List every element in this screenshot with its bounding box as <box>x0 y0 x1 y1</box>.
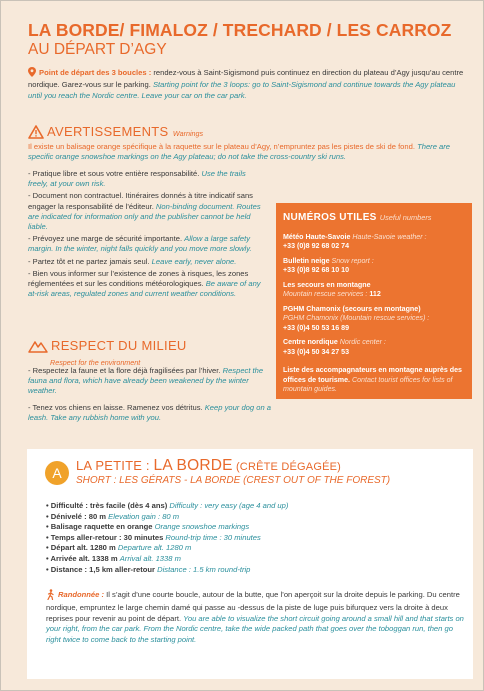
warning-en: Non-binding document. Routes are indicated for information only and the publisher cannot be held liable. <box>28 201 261 232</box>
number-label-en: PGHM Chamonix (Mountain rescue services) : <box>283 314 430 323</box>
list-item <box>46 512 466 523</box>
respect-heading <box>28 337 268 367</box>
warning-en: Be aware of any at-risk areas, regulated zones and current weather conditions. <box>28 279 261 299</box>
fact-en: Difficulty : very easy (age 4 and up) <box>169 501 289 510</box>
useful-numbers-title-en: Useful numbers <box>379 213 432 222</box>
number-label: PGHM Chamonix (secours en montagne) <box>283 305 421 313</box>
respect-fr: - Respectez la faune et la flore déjà fragilisées par l’hiver. <box>28 366 223 375</box>
list-item <box>283 338 467 357</box>
fact-fr: • Temps aller-retour : 30 minutes <box>46 532 166 542</box>
route-description <box>46 589 468 645</box>
number-label: Centre nordique <box>283 338 338 347</box>
list-item <box>283 257 467 276</box>
list-item <box>28 234 268 254</box>
route-title <box>76 457 341 475</box>
route-title-paren: (CRÊTE DÉGAGÉE) <box>232 461 342 473</box>
title-line-2: AU DÉPART D’AGY <box>28 41 167 58</box>
fact-en: Departure alt. 1280 m <box>117 543 192 553</box>
fact-en: Round-trip time : 30 minutes <box>165 532 261 542</box>
list-item <box>28 169 268 189</box>
list-item <box>28 257 268 267</box>
warnings-intro <box>28 142 472 162</box>
fact-fr: • Balisage raquette en orange <box>46 522 155 532</box>
number-label-en: Haute-Savoie weather : <box>350 233 427 241</box>
list-item <box>46 543 466 554</box>
starting-point-text-fr: rendez-vous à Saint-Sigismond puis continuez en direction du plateau d’Agy jusqu’au centre nordique. Garez-vous sur le parking. <box>28 68 464 90</box>
list-item <box>46 522 466 533</box>
respect-list <box>28 366 272 429</box>
map-pin-icon <box>28 67 36 80</box>
list-item <box>46 533 466 544</box>
fact-fr: • Distance : 1,5 km aller-retour <box>46 564 158 574</box>
warning-fr: - Pratique libre et sous votre entière responsabilité. <box>28 169 202 178</box>
hiker-icon <box>46 589 55 603</box>
warnings-list <box>28 169 268 301</box>
fact-fr: • Dénivelé : 80 m <box>46 511 109 521</box>
respect-title: RESPECT DU MILIEU <box>51 338 187 353</box>
useful-numbers-box <box>276 203 472 399</box>
phone-number: +33 (0)8 92 68 10 10 <box>283 266 350 275</box>
mountain-icon <box>28 339 48 358</box>
list-item <box>46 565 466 576</box>
list-item <box>28 191 268 232</box>
guides-note-fr: Liste des accompagnateurs en montagne auprès des offices de tourisme. <box>283 366 462 384</box>
number-label: Météo Haute-Savoie <box>283 233 351 241</box>
starting-point-label: Point de départ des 3 boucles : <box>39 68 152 77</box>
useful-numbers-list <box>283 233 467 394</box>
number-label-en: Nordic center : <box>337 338 386 347</box>
warning-en: Use the trails freely, at your own risk. <box>28 169 246 189</box>
list-item <box>46 501 466 512</box>
fact-en: Elevation gain : 80 m <box>108 511 180 521</box>
respect-en: Respect the fauna and flora, which have already been weakened by the winter weather. <box>28 366 264 396</box>
route-title-small: LA PETITE : <box>76 458 154 473</box>
fact-en: Arrival alt. 1338 m <box>119 553 181 563</box>
warnings-title-en: Warnings <box>172 129 204 138</box>
list-item <box>28 269 268 300</box>
phone-number: +33 (0)4 50 53 16 89 <box>283 323 350 332</box>
fact-fr: • Arrivée alt. 1338 m <box>46 553 120 563</box>
list-item <box>28 366 272 397</box>
list-item <box>283 281 467 300</box>
phone-number: 112 <box>367 290 381 299</box>
warning-en: Leave early, never alone. <box>151 256 237 266</box>
number-label-en: Snow report : <box>329 257 374 265</box>
warning-en: Allow a large safety margin. In the winter, night falls quickly and you move more slowly. <box>28 234 252 254</box>
guides-note-en: Contact tourist offices for lists of mountain guides. <box>283 375 453 394</box>
number-label: Les secours en montagne <box>283 281 371 289</box>
starting-point-paragraph <box>28 67 470 101</box>
route-badge: A <box>45 461 69 485</box>
respect-en: Keep your dog on a leash. Take any rubbish home with you. <box>28 402 272 422</box>
respect-title-en: Respect for the environment <box>50 358 141 367</box>
route-card <box>27 449 473 679</box>
route-title-main: LA BORDE <box>153 457 233 474</box>
respect-fr: - Tenez vos chiens en laisse. Ramenez vos détritus. <box>28 402 205 412</box>
starting-point-text-en: Starting point for the 3 loops: go to Saint-Sigismond and continue towards the Agy plateau until you reach the Nordic centre. Leave your car on the car park. <box>28 80 456 100</box>
route-description-fr: Il s’agit d’une courte boucle, autour de la butte, que l’on aperçoit sur la droite depuis le parking. Du centre nordique, empruntez le large chemin damé qui passe au -dessus de la piste de luge puis bifurquez vers la droite à deux reprises pour revenir au point de départ. <box>46 590 460 623</box>
useful-numbers-title: NUMÉROS UTILES <box>283 212 377 223</box>
fact-en: Distance : 1.5 km round-trip <box>157 564 251 574</box>
list-item <box>283 305 467 333</box>
route-facts <box>46 501 466 575</box>
useful-numbers-heading <box>283 212 432 223</box>
fact-fr: • Départ alt. 1280 m <box>46 543 118 553</box>
fact-fr: • Difficulté : très facile (dès 4 ans) <box>46 501 170 510</box>
fact-en: Orange snowshoe markings <box>154 522 250 532</box>
warnings-title: AVERTISSEMENTS <box>47 124 169 139</box>
number-label: Bulletin neige <box>283 257 330 265</box>
route-description-en: You are able to visualize the short circuit going around a small hill and that starts on your right, from the car park. From the Nordic centre, take the wide packed path that goes over the toboggan run, then go right twice to come back to the starting point. <box>46 613 464 644</box>
number-label-en: Mountain rescue services : <box>283 290 368 299</box>
phone-number: +33 (0)4 50 34 27 53 <box>283 347 350 356</box>
list-item <box>46 554 466 565</box>
warnings-intro-fr: Il existe un balisage orange spécifique à la raquette sur le plateau d’Agy, n’empruntez pas les pistes de ski de fond. <box>28 142 418 151</box>
warning-fr: - Partez tôt et ne partez jamais seul. <box>28 256 152 266</box>
warnings-intro-en: There are specific orange snowshoe markings on the Agy plateau; do not take the cross-country ski runs. <box>28 142 451 162</box>
guides-note <box>283 366 467 394</box>
page-title <box>28 20 468 59</box>
route-description-label: Randonnée : <box>58 590 107 599</box>
route-subtitle: SHORT : LES GÉRATS - LA BORDE (CREST OUT OF THE FOREST) <box>76 475 391 486</box>
warning-fr: - Prévoyez une marge de sécurité importante. <box>28 234 185 244</box>
warning-fr: - Bien vous informer sur l’existence de zones à risques, les zones réglementées et sur les conditions météorologiques. <box>28 268 249 289</box>
phone-number: +33 (0)8 92 68 02 74 <box>283 242 350 251</box>
title-line-1: LA BORDE/ FIMALOZ / TRECHARD / LES CARROZ <box>28 20 452 40</box>
list-item <box>283 233 467 252</box>
warnings-heading <box>28 123 278 144</box>
warning-fr: - Document non contractuel. Itinéraires donnés à titre indicatif sans engager la responsabilité de l’éditeur. <box>28 191 253 211</box>
list-item <box>28 403 272 423</box>
